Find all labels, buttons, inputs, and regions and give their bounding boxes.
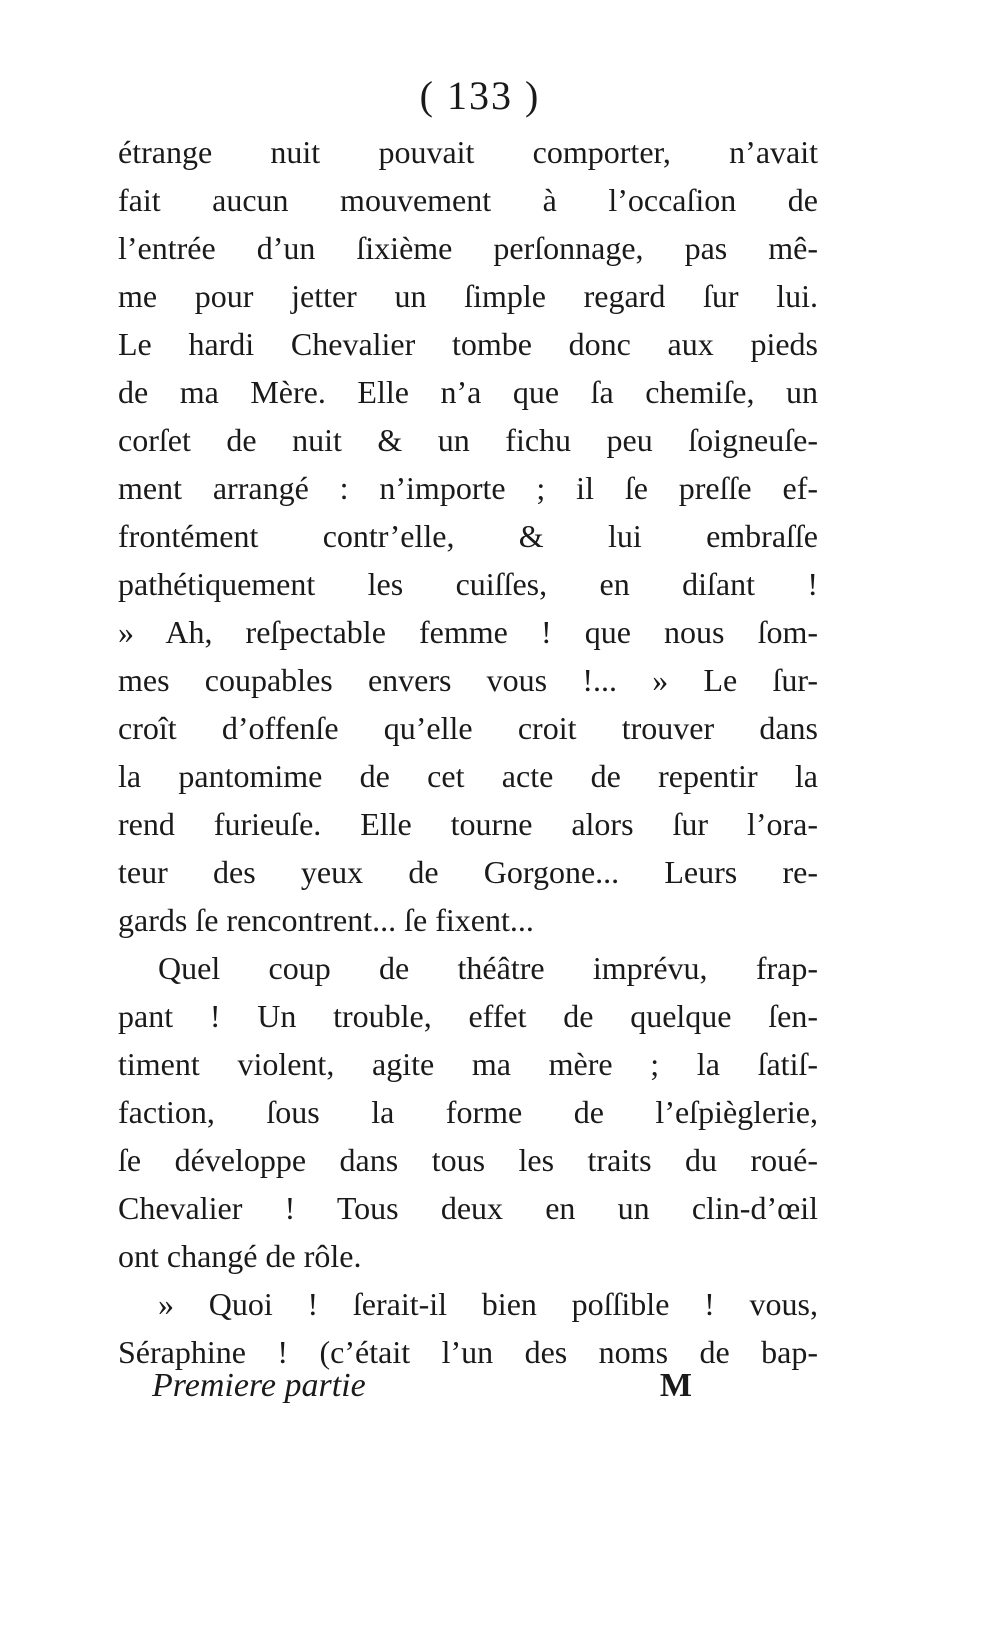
text-line: fait aucun mouvement à l’occaſion de	[118, 182, 818, 218]
text-line: Le hardi Chevalier tombe donc aux pieds	[118, 326, 818, 362]
text-line: étrange nuit pouvait comporter, n’avait	[118, 134, 818, 170]
text-line: l’entrée d’un ſixième perſonnage, pas mê-	[118, 230, 818, 266]
text-line: de ma Mère. Elle n’a que ſa chemiſe, un	[118, 374, 818, 410]
text-line: » Ah, reſpectable femme ! que nous ſom-	[118, 614, 818, 650]
text-line: mes coupables envers vous !... » Le ſur-	[118, 662, 818, 698]
text-line: pathétiquement les cuiſſes, en diſant !	[118, 566, 818, 602]
text-line: Quel coup de théâtre imprévu, frap-	[158, 950, 818, 986]
text-line: me pour jetter un ſimple regard ſur lui.	[118, 278, 818, 314]
text-line: pant ! Un trouble, effet de quelque ſen-	[118, 998, 818, 1034]
text-line: la pantomime de cet acte de repentir la	[118, 758, 818, 794]
text-line: ment arrangé : n’importe ; il ſe preſſe ef-	[118, 470, 818, 506]
text-line: ſe développe dans tous les traits du roué-	[118, 1142, 818, 1178]
text-line: teur des yeux de Gorgone... Leurs re-	[118, 854, 818, 890]
text-line: gards ſe rencontrent... ſe fixent...	[118, 902, 534, 938]
text-line: Chevalier ! Tous deux en un clin-d’œil	[118, 1190, 818, 1226]
body-text	[118, 128, 818, 1376]
text-line: rend furieuſe. Elle tourne alors ſur l’ora-	[118, 806, 818, 842]
text-line: timent violent, agite ma mère ; la ſatiſ-	[118, 1046, 818, 1082]
page-number: ( 133 )	[419, 73, 541, 118]
text-line: frontément contr’elle, & lui embraſſe	[118, 518, 818, 554]
text-line: ont changé de rôle.	[118, 1238, 362, 1274]
signature-text: Premiere partie	[152, 1367, 366, 1404]
page-footer	[152, 1367, 692, 1417]
text-line: faction, ſous la forme de l’eſpièglerie,	[118, 1094, 818, 1130]
text-line: Séraphine ! (c’était l’un des noms de bap-	[118, 1334, 818, 1370]
text-line: croît d’offenſe qu’elle croit trouver dans	[118, 710, 818, 746]
text-line: » Quoi ! ſerait-il bien poſſible ! vous,	[158, 1286, 818, 1322]
signature-mark: M	[659, 1367, 692, 1404]
text-line: corſet de nuit & un fichu peu ſoigneuſe-	[118, 422, 818, 458]
